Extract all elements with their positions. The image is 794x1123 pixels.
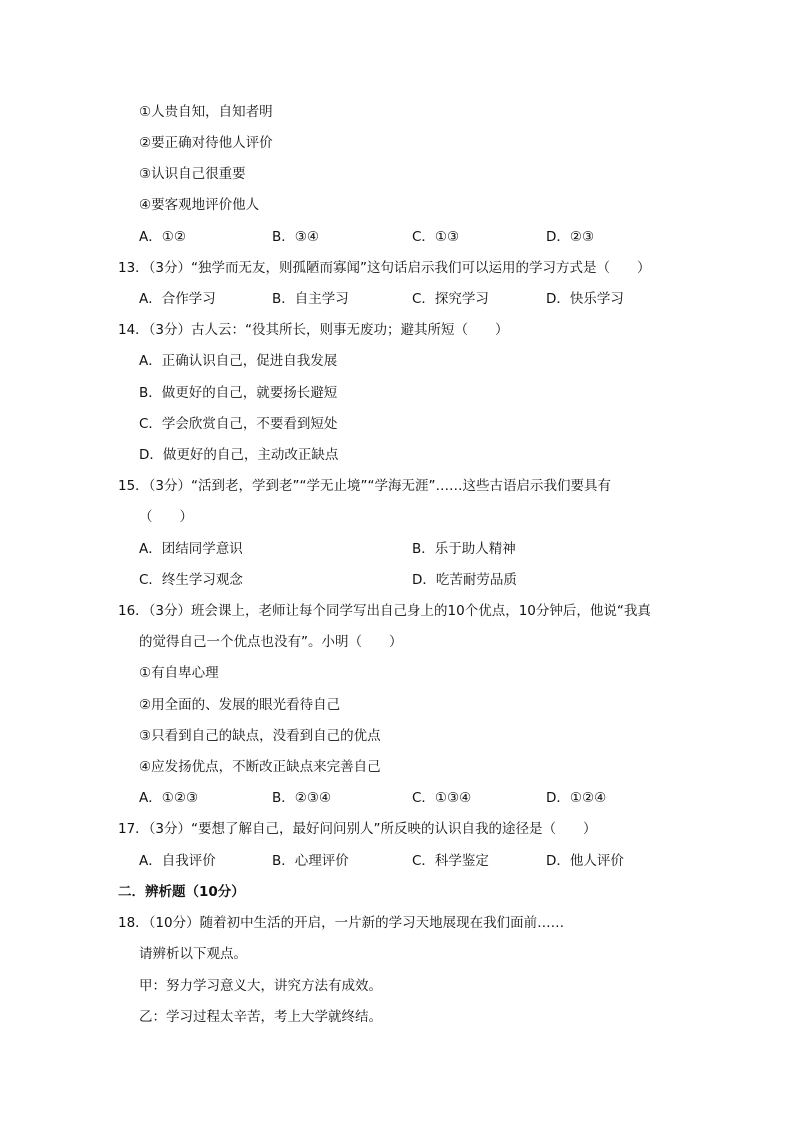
q18-instruction: 请辨析以下观点。 bbox=[139, 946, 247, 962]
q16-statement-1: ①有自卑心理 bbox=[139, 665, 219, 681]
q16-option-d[interactable]: D．①②④ bbox=[546, 790, 607, 806]
q16-option-c[interactable]: C．①③④ bbox=[412, 790, 472, 806]
q13-option-c[interactable]: C．探究学习 bbox=[412, 291, 489, 307]
q15-stem-line-2: （ ） bbox=[139, 509, 193, 525]
q16-option-b[interactable]: B．②③④ bbox=[272, 790, 332, 806]
q17-option-b[interactable]: B．心理评价 bbox=[272, 853, 349, 869]
q15-stem-line-1: 15．（3分）“活到老，学到老”“学无止境”“学海无涯”……这些古语启示我们要具有 bbox=[118, 478, 611, 494]
q14-option-d[interactable]: D．做更好的自己，主动改正缺点 bbox=[139, 447, 339, 463]
q17-option-a[interactable]: A．自我评价 bbox=[139, 853, 216, 869]
q14-stem: 14．（3分）古人云：“役其所长，则事无废功；避其所短（ ） bbox=[118, 322, 509, 338]
q13-option-a[interactable]: A．合作学习 bbox=[139, 291, 216, 307]
q15-option-a[interactable]: A．团结同学意识 bbox=[139, 541, 243, 557]
q12-option-a[interactable]: A．①② bbox=[139, 229, 186, 245]
q12-statement-1: ①人贵自知，自知者明 bbox=[139, 104, 273, 120]
q12-option-c[interactable]: C．①③ bbox=[412, 229, 460, 245]
q15-option-c[interactable]: C．终生学习观念 bbox=[139, 572, 243, 588]
q17-option-c[interactable]: C．科学鉴定 bbox=[412, 853, 489, 869]
q16-option-a[interactable]: A．①②③ bbox=[139, 790, 199, 806]
q16-stem-line-2: 的觉得自己一个优点也没有”。小明（ ） bbox=[139, 634, 403, 650]
q13-option-b[interactable]: B．自主学习 bbox=[272, 291, 349, 307]
q14-option-a[interactable]: A．正确认识自己，促进自我发展 bbox=[139, 353, 338, 369]
q15-option-d[interactable]: D．吃苦耐劳品质 bbox=[412, 572, 517, 588]
section-2-heading: 二．辨析题（10分） bbox=[118, 884, 245, 900]
q16-statement-2: ②用全面的、发展的眼光看待自己 bbox=[139, 697, 341, 713]
q13-stem: 13．（3分）“独学而无友，则孤陋而寡闻”这句话启示我们可以运用的学习方式是（ ） bbox=[118, 260, 651, 276]
q12-statement-4: ④要客观地评价他人 bbox=[139, 197, 260, 213]
q12-option-d[interactable]: D．②③ bbox=[546, 229, 595, 245]
q18-viewpoint-jia: 甲：努力学习意义大，讲究方法有成效。 bbox=[139, 978, 382, 994]
q12-statement-3: ③认识自己很重要 bbox=[139, 166, 246, 182]
q12-option-b[interactable]: B．③④ bbox=[272, 229, 319, 245]
q18-viewpoint-yi: 乙：学习过程太辛苦，考上大学就终结。 bbox=[139, 1009, 382, 1025]
q17-option-d[interactable]: D．他人评价 bbox=[546, 853, 624, 869]
q14-option-b[interactable]: B．做更好的自己，就要扬长避短 bbox=[139, 385, 338, 401]
q15-option-b[interactable]: B．乐于助人精神 bbox=[412, 541, 516, 557]
q16-statement-4: ④应发扬优点，不断改正缺点来完善自己 bbox=[139, 759, 381, 775]
q12-statement-2: ②要正确对待他人评价 bbox=[139, 135, 273, 151]
q17-stem: 17．（3分）“要想了解自己，最好问问别人”所反映的认识自我的途径是（ ） bbox=[118, 821, 597, 837]
q13-option-d[interactable]: D．快乐学习 bbox=[546, 291, 624, 307]
q16-statement-3: ③只看到自己的缺点，没看到自己的优点 bbox=[139, 728, 381, 744]
q14-option-c[interactable]: C．学会欣赏自己，不要看到短处 bbox=[139, 416, 338, 432]
q18-stem: 18．（10分）随着初中生活的开启，一片新的学习天地展现在我们面前…… bbox=[118, 915, 565, 931]
q16-stem-line-1: 16．（3分）班会课上，老师让每个同学写出自己身上的10个优点，10分钟后，他说“我真 bbox=[118, 603, 651, 619]
